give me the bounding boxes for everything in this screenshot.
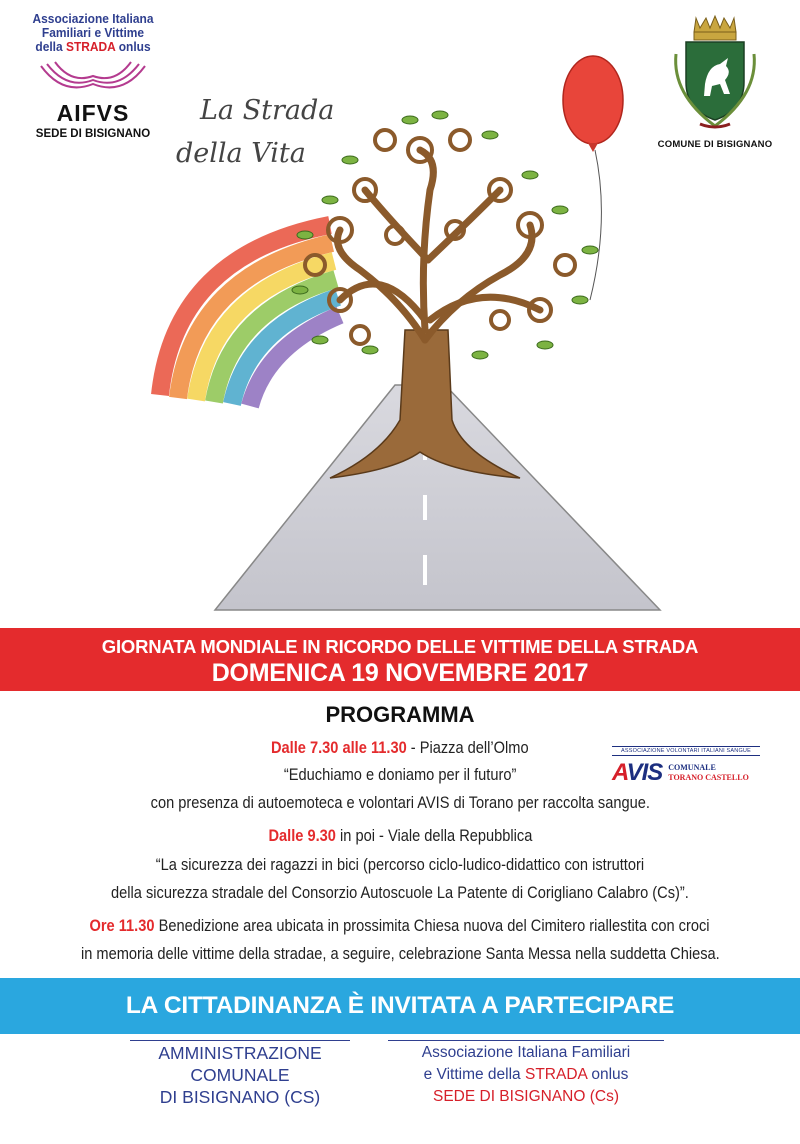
program-item-1-line3: con presenza di autoemoteca e volontari AVIS di Torano per raccolta sangue. <box>150 793 650 812</box>
footer-left-line1: AMMINISTRAZIONE <box>158 1043 322 1063</box>
avis-wordmark: AVIS <box>612 759 663 786</box>
program-item-2-line3: della sicurezza stradale del Consorzio Autoscuole La Patente di Corigliano Calabro (Cs)”. <box>111 883 689 902</box>
program-item-3-line1: Ore 11.30 Benedizione area ubicata in prossimita Chiesa nuova del Cimitero riallestita con croci <box>89 916 711 935</box>
aifvs-acronym: AIFVS <box>56 100 130 126</box>
aifvs-sede: SEDE DI BISIGNANO <box>35 128 151 140</box>
event-date: DOMENICA 19 NOVEMBRE 2017 <box>211 659 589 687</box>
program-item-1-line1: Dalle 7.30 alle 11.30 - Piazza dell’Olmo <box>271 738 529 757</box>
balloon <box>563 56 623 300</box>
footer-right-line3: SEDE DI BISIGNANO (Cs) <box>432 1088 620 1105</box>
comune-name: COMUNE DI BISIGNANO <box>657 139 773 150</box>
footer-left-line3: DI BISIGNANO (CS) <box>159 1087 321 1107</box>
title-script-line1: La Strada <box>200 95 335 126</box>
footer-comune <box>130 1042 350 1108</box>
program-item-1-line2: “Educhiamo e doniamo per il futuro” <box>283 765 517 784</box>
title-script-line2: della Vita <box>176 138 306 169</box>
avis-place: TORANO CASTELLO <box>668 773 749 782</box>
aifvs-logo <box>18 12 168 140</box>
aifvs-name-line2: Familiari e Vittime <box>41 25 145 40</box>
avis-logo <box>612 746 760 787</box>
footer-right-line2: e Vittime della STRADA onlus <box>423 1066 629 1083</box>
hands-icon <box>33 58 153 98</box>
event-title: GIORNATA MONDIALE IN RICORDO DELLE VITTIME DELLA STRADA <box>101 636 699 657</box>
event-banner <box>0 628 800 691</box>
footer-left-line2: COMUNALE <box>190 1065 290 1085</box>
avis-comunale: COMUNALE <box>668 763 716 772</box>
invitation-banner: LA CITTADINANZA È INVITATA A PARTECIPARE <box>0 978 800 1034</box>
program-item-2-line2: “La sicurezza dei ragazzi in bici (percorso ciclo-ludico-didattico con istruttori <box>155 855 645 874</box>
footer-aifvs <box>388 1042 664 1108</box>
footer-right-line1: Associazione Italiana Familiari <box>421 1044 631 1061</box>
program-item-2-line1: Dalle 9.30 in poi - Viale della Repubblica <box>268 826 532 845</box>
coat-of-arms-icon <box>670 14 760 132</box>
aifvs-name-line1: Associazione Italiana <box>32 11 154 26</box>
comune-coat-of-arms <box>650 14 780 150</box>
programma-heading: PROGRAMMA <box>325 702 475 727</box>
rainbow <box>160 225 340 406</box>
program-item-3-line2: in memoria delle vittime della stradae, a seguire, celebrazione Santa Messa nella suddetta Chiesa. <box>80 944 720 963</box>
aifvs-name-line3: della STRADA onlus <box>35 39 151 54</box>
avis-tagline: ASSOCIAZIONE VOLONTARI ITALIANI SANGUE <box>612 746 760 756</box>
